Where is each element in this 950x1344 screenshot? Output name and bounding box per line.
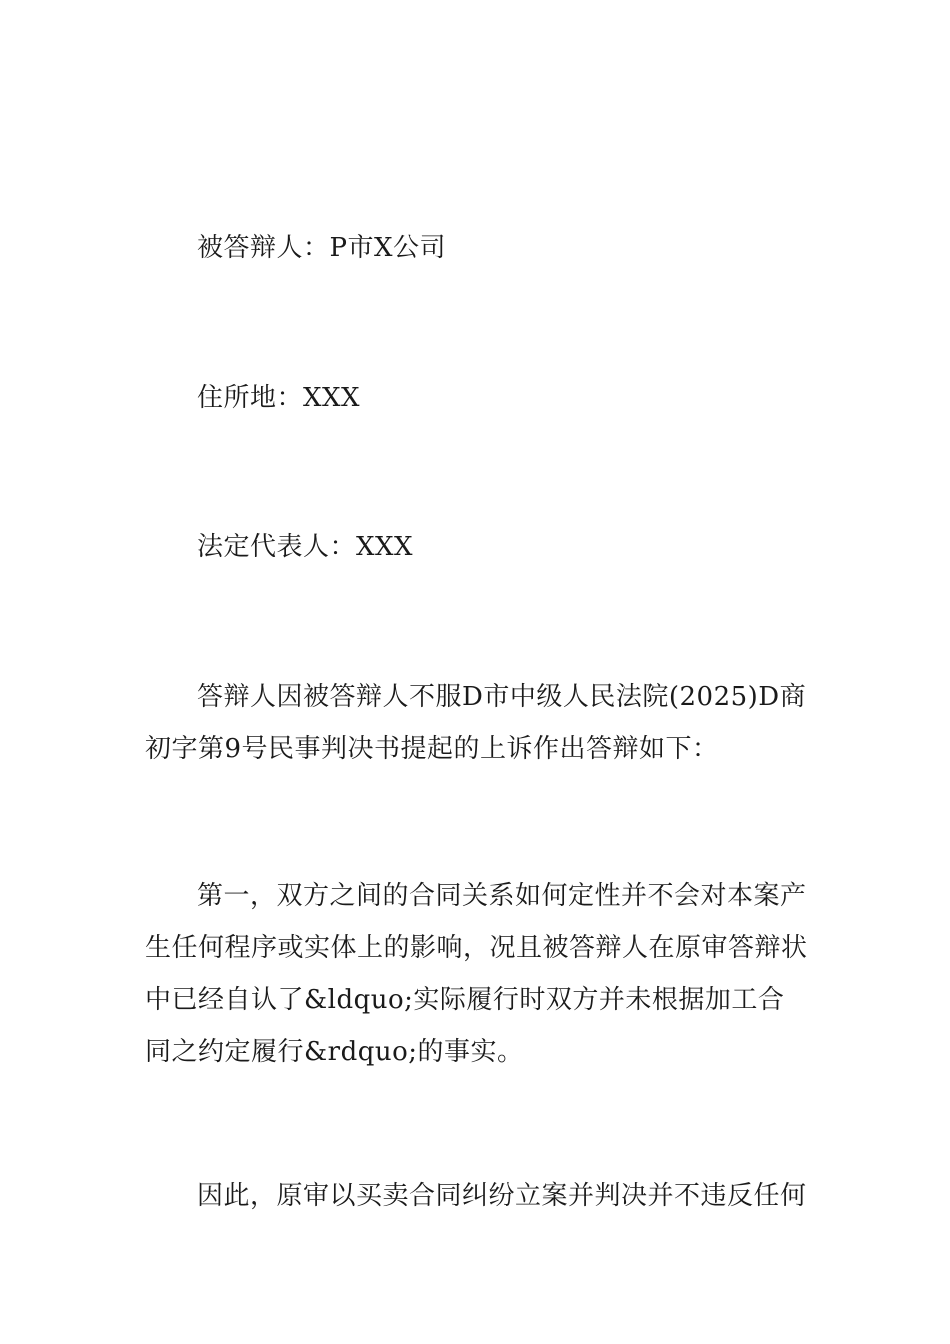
- intro-paragraph: 答辩人因被答辩人不服D市中级人民法院(2025)D商初字第9号民事判决书提起的上诉作出答辩如下：: [145, 682, 807, 764]
- first-argument-paragraph: 第一，双方之间的合同关系如何定性并不会对本案产生任何程序或实体上的影响，况且被答辩人在原审答辩状中已经自认了&ldquo;实际履行时双方并未根据加工合同之约定履行&rdquo;的事实。: [145, 881, 808, 1067]
- respondent-line: 被答辩人：P市X公司: [197, 233, 447, 263]
- conclusion-paragraph: 因此，原审以买卖合同纠纷立案并判决并不违反任何: [197, 1181, 807, 1211]
- address-line: 住所地：XXX: [197, 383, 361, 413]
- legal-representative-line: 法定代表人：XXX: [197, 532, 414, 562]
